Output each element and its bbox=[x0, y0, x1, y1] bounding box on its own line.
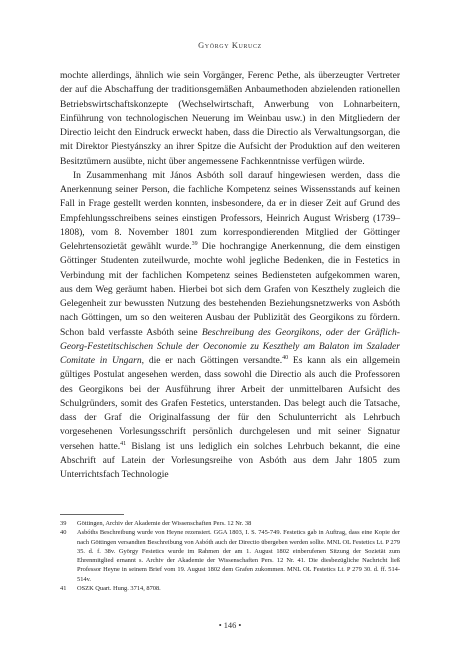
footnote bbox=[60, 528, 400, 584]
text-run: Bislang ist uns lediglich ein solches Lehrbuch bekannt, die eine Abschrift auf Latein der Vorlesungsreihe von Asbóth aus dem Jahr 1805 zum Unterrichtsfach Technologie bbox=[60, 440, 400, 480]
footnote-rule bbox=[60, 514, 124, 515]
body-paragraph bbox=[60, 69, 400, 169]
body-text bbox=[60, 69, 400, 482]
text-run: In Zusammenhang mit János Asbóth soll darauf hingewiesen werden, dass die Anerkennung seiner Person, die fachliche Kompetenz seines Wissensstands auf keinen Fall in Frage gestellt werden konnten, insbesondere, da er in dieser Zeit auf Grund des Empfehlungsschreibens seines einstigen Professors, Heinrich August Wrisberg (1739–1808), vom 8. November 1801 zum korrespondierenden Mitglied der Göttinger Gelehrtensozietät gewählt wurde. bbox=[60, 169, 400, 252]
footnote-text: OSZK Quart. Hung. 3714, 8708. bbox=[77, 585, 161, 593]
text-run: mochte allerdings, ähnlich wie sein Vorgänger, Ferenc Pethe, als überzeugter Vertreter der auf die Abschaffung der traditionsgemäßen Anbaumethoden abzielenden rationellen Betriebswirtschaftskonzepte (Wechselwirtschaft, Anwerbung von Lohnarbeitern, Einführung von technologischen Neuerung im Weinbau usw.) in den Mitgliedern der Directio leicht den Eindruck erweckt haben, dass die Directio als Verwaltungsorgan, die mit Direktor Piestyánszky an ihrer Spitze die Aufsicht der Produktion auf den weiteren Besitztümern ausübte, nicht über angemessene Fachkenntnisse verfügen würde. bbox=[60, 70, 400, 167]
footnote bbox=[60, 519, 400, 528]
footnote-reference: 41 bbox=[120, 440, 127, 447]
text-run: Die hochrangige Anerkennung, die dem einstigen Göttinger Studenten zuteilwurde, mochte wohl jegliche Bedenken, die in Festetics in Verbindung mit der fachlichen Kompetenz seines Bediensteten aufgekommen waren, aus dem Weg geräumt haben. Hierbei bot sich dem Grafen von Keszthely zugleich die Gelegenheit zur bewussten Nutzung des bestehenden Beziehungsnetzwerks von Asbóth nach Göttingen, um so den weiteren Ausbau der Publizität des Georgikons zu fördern. Schon bald verfasste Asbóth seine bbox=[60, 241, 400, 338]
footnote-reference: 40 bbox=[282, 354, 289, 361]
footnote-text: Göttingen, Archiv der Akademie der Wissenschaften Pers. 12 Nr. 38 bbox=[77, 520, 252, 527]
footnote-number: 39 bbox=[60, 520, 67, 527]
italic-title: Beschreibung des Georgikons, oder der Gräflich-Georg-Festetitschischen Schule der Oeconomie zu Keszthely am Balaton im Szalader Comitate in Ungarn bbox=[60, 326, 400, 366]
text-run: Es kann als ein allgemein gültiges Postulat angesehen werden, dass sowohl die Directio als auch die Professoren des Georgikons bei der Ausführung ihrer Arbeit der unmittelbaren Aufsicht des Schulgründers, somit des Grafen Festetics, unterstanden. Das belegt auch die Tatsache, dass der Graf die Originalfassung der für den Schulunterricht als Lehrbuch vorgesehenen Vorlesungsschrift persönlich durchgelesen und mit seiner Signatur versehen hatte. bbox=[60, 355, 400, 452]
body-paragraph bbox=[60, 169, 400, 483]
footnote-reference: 39 bbox=[191, 240, 198, 247]
footnote-text: Asbóths Beschreibung wurde von Heyne rezensiert. GGA 1803, I. S. 745-749. Festetics gab in Auftrag, dass eine Kopie der nach Göttingen versandten Beschreibung von Asbóth auch der Directio übergeben werden sollte. MNL OL Festetics Lt. P 279 35. d. f. 38v. György Festetics wurde im Rahmen der am 1. August 1802 einberufenen Sitzung der Sozietät zum Ehrenmitglied ernannt s. Archiv der Akademie der Wissenschaften Pers. 12 Nr. 41. Die diesbezügliche Nachricht ließ Professor Heyne in seinem Brief vom 19. August 1802 dem Grafen zukommen. MNL OL Festetics Lt. P 279 30. d. ff. 514-514v. bbox=[77, 529, 400, 583]
running-head: György Kurucz bbox=[198, 41, 262, 50]
page-number: • 146 • bbox=[218, 621, 242, 630]
footnote bbox=[60, 584, 400, 593]
footnotes bbox=[60, 519, 400, 593]
footnote-number: 40 bbox=[60, 529, 67, 537]
footnote-number: 41 bbox=[60, 585, 67, 593]
text-run: , die er nach Göttingen versandte. bbox=[141, 355, 283, 366]
